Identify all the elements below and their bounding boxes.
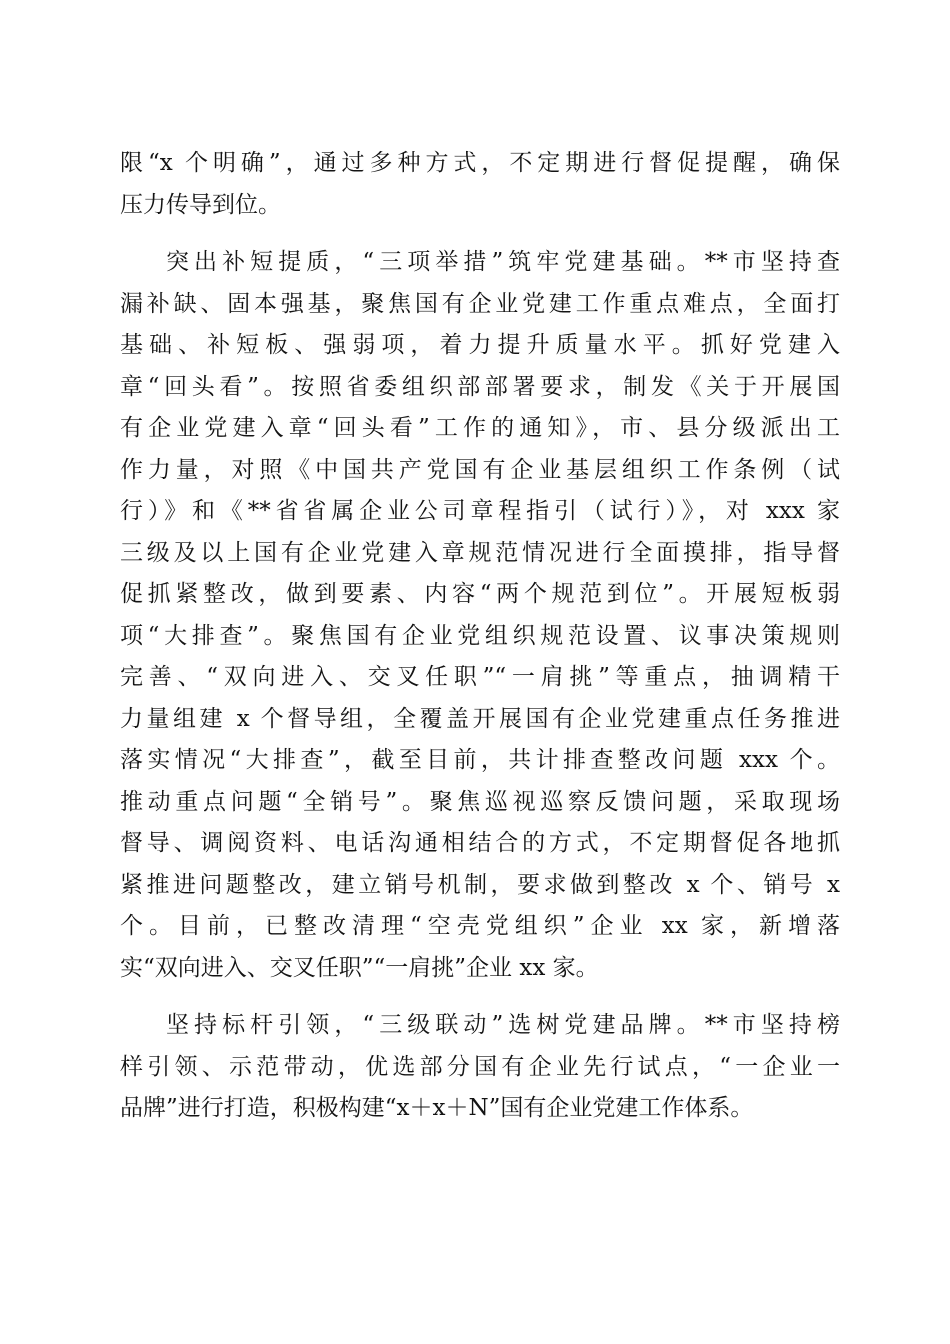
text-line: 促抓紧整改，做到要素、内容“两个规范到位”。开展短板弱 [120, 581, 840, 607]
text-line: 品牌”进行打造，积极构建“x＋x＋N”国有企业党建工作体系。 [120, 1095, 754, 1121]
text-line: 漏补缺、固本强基，聚焦国有企业党建工作重点难点，全面打 [120, 290, 840, 317]
text-line: 压力传导到位。 [120, 191, 281, 218]
text-line: 督导、调阅资料、电话沟通相结合的方式，不定期督促各地抓 [120, 830, 840, 856]
text-line: 基础、补短板、强弱项，着力提升质量水平。抓好党建入 [120, 332, 840, 358]
text-line: 样引领、示范带动，优选部分国有企业先行试点，“一企业一 [120, 1053, 840, 1080]
text-line: 三级及以上国有企业党建入章规范情况进行全面摸排，指导督 [120, 539, 840, 566]
text-line: 突出补短提质，“三项举措”筑牢党建基础。**市坚持查 [166, 249, 840, 275]
text-line: 项“大排查”。聚焦国有企业党组织规范设置、议事决策规则 [120, 622, 840, 649]
paragraph-3 [120, 1005, 840, 1130]
text-line: 完善、“双向进入、交叉任职”“一肩挑”等重点，抽调精干 [120, 664, 840, 690]
text-line: 限“x 个明确”，通过多种方式，不定期进行督促提醒，确保 [120, 150, 840, 176]
text-line: 推动重点问题“全销号”。聚焦巡视巡察反馈问题，采取现场 [120, 788, 840, 815]
paragraph-1 [120, 143, 840, 226]
text-line: 有企业党建入章“回头看”工作的通知》，市、县分级派出工 [120, 415, 840, 441]
text-line: 力量组建 x 个督导组，全覆盖开展国有企业党建重点任务推进 [120, 705, 840, 732]
paragraph-2 [120, 242, 840, 989]
text-line: 个。目前，已整改清理“空壳党组织”企业 xx 家，新增落 [120, 913, 840, 939]
text-line: 行）》和《**省省属企业公司章程指引（试行）》，对 xxx 家 [120, 498, 840, 524]
text-line: 实“双向进入、交叉任职”“一肩挑”企业 xx 家。 [120, 954, 599, 981]
document-body [120, 143, 840, 1130]
text-line: 坚持标杆引领，“三级联动”选树党建品牌。**市坚持榜 [166, 1012, 840, 1038]
text-line: 章“回头看”。按照省委组织部部署要求，制发《关于开展国 [120, 373, 840, 400]
text-line: 紧推进问题整改，建立销号机制，要求做到整改 x 个、销号 x [120, 871, 840, 898]
text-line: 落实情况“大排查”，截至目前，共计排查整改问题 xxx 个。 [120, 747, 840, 773]
text-line: 作力量，对照《中国共产党国有企业基层组织工作条例（试 [120, 456, 840, 483]
